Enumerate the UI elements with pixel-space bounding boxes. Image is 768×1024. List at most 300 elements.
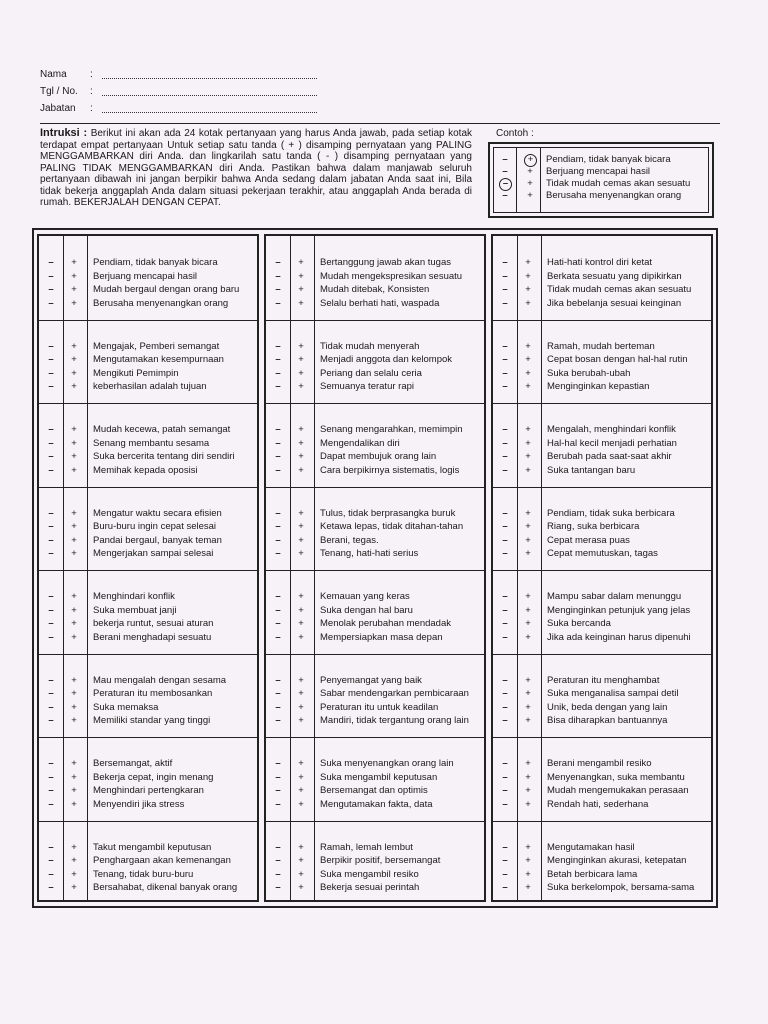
statement-row — [39, 520, 257, 533]
minus-option[interactable]: – — [48, 534, 54, 546]
minus-option[interactable]: – — [502, 521, 508, 532]
plus-option[interactable]: + — [298, 548, 304, 559]
minus-option[interactable]: – — [502, 674, 508, 686]
statement-text: Ramah, lemah lembut — [320, 841, 413, 853]
plus-option[interactable]: + — [298, 591, 304, 602]
plus-option[interactable]: + — [298, 882, 304, 893]
plus-option[interactable]: + — [525, 451, 531, 462]
minus-option[interactable]: – — [502, 868, 508, 880]
plus-option[interactable]: + — [71, 451, 77, 462]
plus-option[interactable]: + — [525, 882, 531, 893]
plus-option[interactable]: + — [71, 284, 77, 295]
statement-text: Pendiam, tidak suka berbicara — [547, 507, 675, 519]
minus-option[interactable]: – — [502, 257, 508, 268]
plus-mark-circled: + — [525, 154, 535, 167]
minus-option[interactable]: – — [275, 618, 281, 629]
statement-text: Berjuang mencapai hasil — [93, 270, 198, 282]
plus-option[interactable]: + — [525, 297, 531, 309]
statement-row — [266, 450, 484, 463]
minus-option[interactable]: – — [275, 521, 281, 532]
statement-text: Mengikuti Pemimpin — [93, 367, 179, 379]
plus-option[interactable]: + — [298, 841, 304, 853]
minus-option[interactable]: – — [48, 507, 54, 519]
minus-option[interactable]: – — [502, 464, 508, 476]
minus-option[interactable]: – — [502, 701, 508, 713]
plus-option[interactable]: + — [71, 631, 77, 643]
minus-option[interactable]: – — [48, 771, 54, 783]
plus-option[interactable]: + — [71, 841, 77, 853]
minus-option[interactable]: – — [275, 424, 281, 435]
statement-row — [39, 423, 257, 436]
plus-option[interactable]: + — [298, 785, 304, 796]
minus-option[interactable]: – — [275, 297, 281, 309]
minus-option[interactable]: – — [48, 591, 54, 602]
minus-option[interactable]: – — [48, 758, 54, 769]
plus-option[interactable]: + — [71, 618, 77, 629]
statement-row — [39, 590, 257, 603]
statement-row — [266, 380, 484, 393]
statement-row — [493, 617, 711, 630]
statement-row — [493, 590, 711, 603]
minus-option[interactable]: – — [502, 354, 508, 365]
statement-text: Cepat bosan dengan hal-hal rutin — [547, 354, 688, 365]
plus-option[interactable]: + — [298, 771, 304, 783]
minus-option[interactable]: – — [48, 424, 54, 435]
plus-option[interactable]: + — [298, 354, 304, 365]
statement-row — [39, 340, 257, 353]
plus-option[interactable]: + — [525, 604, 531, 616]
minus-option[interactable]: – — [275, 758, 281, 769]
minus-option[interactable]: – — [502, 618, 508, 629]
plus-option[interactable]: + — [71, 534, 77, 546]
statement-row — [39, 757, 257, 770]
plus-option[interactable]: + — [525, 424, 531, 435]
plus-option[interactable]: + — [525, 521, 531, 532]
statement-text: Mengendalikan diri — [320, 437, 400, 449]
plus-option[interactable]: + — [71, 381, 77, 392]
statement-text: Suka bercerita tentang diri sendiri — [93, 451, 235, 462]
minus-option[interactable]: – — [502, 548, 508, 559]
minus-option[interactable]: – — [502, 507, 508, 519]
minus-option[interactable]: – — [275, 451, 281, 462]
minus-option[interactable]: – — [48, 688, 54, 699]
plus-option[interactable]: + — [525, 354, 531, 365]
plus-option[interactable]: + — [71, 297, 77, 309]
statement-row — [266, 353, 484, 366]
question-block — [39, 570, 257, 654]
question-column — [37, 234, 259, 902]
plus-option[interactable]: + — [525, 507, 531, 519]
minus-option[interactable]: – — [48, 631, 54, 643]
plus-option[interactable]: + — [71, 701, 77, 713]
plus-option[interactable]: + — [298, 340, 304, 352]
statement-row — [266, 464, 484, 477]
minus-option[interactable]: – — [275, 841, 281, 853]
plus-option[interactable]: + — [525, 340, 531, 352]
minus-option[interactable]: – — [502, 771, 508, 783]
statement-text: Suka berubah-ubah — [547, 367, 631, 379]
plus-option[interactable]: + — [525, 798, 531, 810]
plus-option[interactable]: + — [525, 464, 531, 476]
statement-text: Menolak perubahan mendadak — [320, 618, 451, 629]
minus-option[interactable]: – — [275, 381, 281, 392]
minus-option[interactable]: – — [502, 451, 508, 462]
plus-option[interactable]: + — [71, 270, 77, 282]
plus-option[interactable]: + — [525, 257, 531, 268]
statement-row — [493, 784, 711, 797]
position-field[interactable] — [102, 104, 317, 113]
statement-row — [39, 437, 257, 450]
plus-option[interactable]: + — [298, 381, 304, 392]
plus-option[interactable]: + — [525, 548, 531, 559]
plus-option[interactable]: + — [71, 674, 77, 686]
minus-option[interactable]: – — [502, 785, 508, 796]
plus-option[interactable]: + — [525, 284, 531, 295]
plus-option[interactable]: + — [71, 758, 77, 769]
plus-option[interactable]: + — [298, 424, 304, 435]
plus-option[interactable]: + — [525, 591, 531, 602]
plus-option[interactable]: + — [71, 548, 77, 559]
plus-option[interactable]: + — [71, 604, 77, 616]
minus-option[interactable]: – — [275, 715, 281, 726]
minus-option[interactable]: – — [48, 367, 54, 379]
minus-option[interactable]: – — [48, 841, 54, 853]
statement-row — [266, 534, 484, 547]
minus-option[interactable]: – — [502, 284, 508, 295]
minus-option[interactable]: – — [48, 451, 54, 462]
plus-option[interactable]: + — [71, 591, 77, 602]
plus-option[interactable]: + — [298, 257, 304, 268]
minus-option[interactable]: – — [48, 701, 54, 713]
statement-row — [266, 771, 484, 784]
plus-option[interactable]: + — [298, 270, 304, 282]
plus-option[interactable]: + — [71, 507, 77, 519]
question-block — [493, 403, 711, 487]
plus-option[interactable]: + — [525, 771, 531, 783]
minus-option[interactable]: – — [275, 882, 281, 893]
question-block — [493, 570, 711, 654]
plus-option[interactable]: + — [525, 381, 531, 392]
question-block — [493, 487, 711, 571]
plus-option[interactable]: + — [525, 534, 531, 546]
plus-option[interactable]: + — [71, 354, 77, 365]
statement-row — [266, 283, 484, 296]
statement-row — [493, 604, 711, 617]
statement-text: Cepat memutuskan, tagas — [547, 548, 658, 559]
statement-text: bekerja runtut, sesuai aturan — [93, 618, 214, 629]
minus-option[interactable]: – — [275, 464, 281, 476]
minus-option[interactable]: – — [275, 437, 281, 449]
question-block — [493, 320, 711, 404]
statement-text: Mudah bergaul dengan orang baru — [93, 284, 240, 295]
plus-option[interactable]: + — [71, 868, 77, 880]
plus-option[interactable]: + — [525, 688, 531, 699]
minus-option[interactable]: – — [502, 297, 508, 309]
plus-option[interactable]: + — [71, 424, 77, 435]
minus-option[interactable]: – — [48, 548, 54, 559]
plus-option[interactable]: + — [298, 701, 304, 713]
plus-option[interactable]: + — [298, 367, 304, 379]
statement-row — [266, 841, 484, 854]
minus-option[interactable]: – — [275, 604, 281, 616]
statement-row — [493, 464, 711, 477]
minus-option[interactable]: – — [275, 855, 281, 866]
minus-option[interactable]: – — [48, 284, 54, 295]
statement-text: Sabar mendengarkan pembicaraan — [320, 688, 469, 699]
minus-option[interactable]: – — [48, 340, 54, 352]
question-block — [493, 737, 711, 821]
question-block — [266, 403, 484, 487]
minus-option[interactable]: – — [48, 521, 54, 532]
minus-mark: – — [502, 166, 508, 177]
minus-option[interactable]: – — [275, 270, 281, 282]
minus-option[interactable]: – — [275, 354, 281, 365]
statement-text: Mudah mengemukakan perasaan — [547, 785, 689, 796]
minus-option[interactable]: – — [502, 534, 508, 546]
minus-option[interactable]: – — [275, 701, 281, 713]
minus-option[interactable]: – — [48, 715, 54, 726]
plus-option[interactable]: + — [298, 284, 304, 295]
plus-option[interactable]: + — [298, 715, 304, 726]
statement-row — [266, 868, 484, 881]
minus-option[interactable]: – — [275, 534, 281, 546]
statement-row — [39, 617, 257, 630]
minus-option[interactable]: – — [48, 882, 54, 893]
statement-text: keberhasilan adalah tujuan — [93, 381, 207, 392]
minus-option[interactable]: – — [48, 381, 54, 392]
plus-option[interactable]: + — [71, 437, 77, 449]
statement-row — [266, 757, 484, 770]
statement-text: Suka membuat janji — [93, 604, 177, 616]
minus-option[interactable]: – — [48, 868, 54, 880]
minus-option[interactable]: – — [48, 270, 54, 282]
statement-text: Bisa diharapkan bantuannya — [547, 715, 668, 726]
statement-row — [266, 297, 484, 310]
plus-option[interactable]: + — [298, 631, 304, 643]
minus-option[interactable]: – — [48, 297, 54, 309]
minus-option[interactable]: – — [502, 270, 508, 282]
plus-option[interactable]: + — [525, 701, 531, 713]
statement-text: Mampu sabar dalam menunggu — [547, 591, 682, 602]
minus-option[interactable]: – — [275, 674, 281, 686]
minus-option[interactable]: – — [275, 591, 281, 602]
plus-option[interactable]: + — [71, 855, 77, 866]
plus-option[interactable]: + — [71, 798, 77, 810]
plus-option[interactable]: + — [298, 534, 304, 546]
plus-option[interactable]: + — [71, 688, 77, 699]
statement-text: Bertanggung jawab akan tugas — [320, 257, 451, 268]
question-block — [39, 403, 257, 487]
question-block — [39, 821, 257, 905]
plus-option[interactable]: + — [525, 715, 531, 726]
statement-text: Cara berpikirnya sistematis, logis — [320, 464, 460, 476]
plus-option[interactable]: + — [298, 674, 304, 686]
question-block — [39, 737, 257, 821]
minus-option[interactable]: – — [275, 257, 281, 268]
statement-row — [39, 701, 257, 714]
minus-option[interactable]: – — [48, 354, 54, 365]
question-block — [266, 487, 484, 571]
minus-option[interactable]: – — [48, 785, 54, 796]
plus-option[interactable]: + — [298, 688, 304, 699]
plus-option[interactable]: + — [298, 437, 304, 449]
statement-row — [39, 380, 257, 393]
plus-option[interactable]: + — [71, 340, 77, 352]
statement-row — [39, 841, 257, 854]
date-label: Tgl / No. — [40, 86, 78, 97]
plus-option[interactable]: + — [298, 618, 304, 629]
minus-option[interactable]: – — [502, 381, 508, 392]
plus-option[interactable]: + — [525, 631, 531, 643]
plus-option[interactable]: + — [525, 618, 531, 629]
example-row — [494, 166, 708, 178]
statement-text: Pandai bergaul, banyak teman — [93, 534, 222, 546]
statement-text: Takut mengambil keputusan — [93, 841, 212, 853]
statement-text: Peraturan itu membosankan — [93, 688, 213, 699]
plus-option[interactable]: + — [298, 604, 304, 616]
statement-text: Menyenangkan, suka membantu — [547, 771, 685, 783]
plus-option[interactable]: + — [298, 798, 304, 810]
minus-option[interactable]: – — [48, 855, 54, 866]
minus-option[interactable]: – — [48, 464, 54, 476]
minus-option[interactable]: – — [502, 437, 508, 449]
minus-option[interactable]: – — [502, 882, 508, 893]
plus-option[interactable]: + — [525, 758, 531, 769]
statement-row — [493, 841, 711, 854]
statement-text: Berani menghadapi sesuatu — [93, 631, 212, 643]
minus-option[interactable]: – — [502, 591, 508, 602]
plus-option[interactable]: + — [298, 451, 304, 462]
statement-text: Mudah mengekspresikan sesuatu — [320, 270, 463, 282]
plus-option[interactable]: + — [298, 521, 304, 532]
plus-option[interactable]: + — [525, 855, 531, 866]
question-column — [264, 234, 486, 902]
minus-option[interactable]: – — [48, 257, 54, 268]
minus-option[interactable]: – — [275, 507, 281, 519]
example-statement: Tidak mudah cemas akan sesuatu — [546, 178, 691, 189]
statement-text: Menginginkan kepastian — [547, 381, 650, 392]
minus-option[interactable]: – — [502, 604, 508, 616]
plus-option[interactable]: + — [71, 521, 77, 532]
minus-option[interactable]: – — [48, 674, 54, 686]
minus-option[interactable]: – — [48, 798, 54, 810]
statement-text: Rendah hati, sederhana — [547, 798, 649, 810]
plus-option[interactable]: + — [298, 758, 304, 769]
statement-row — [39, 854, 257, 867]
statement-row — [39, 270, 257, 283]
question-block — [39, 654, 257, 738]
plus-option[interactable]: + — [71, 771, 77, 783]
minus-option[interactable]: – — [275, 785, 281, 796]
plus-option[interactable]: + — [525, 367, 531, 379]
statement-text: Mempersiapkan masa depan — [320, 631, 443, 643]
minus-option[interactable]: – — [275, 798, 281, 810]
statement-row — [266, 520, 484, 533]
minus-option[interactable]: – — [502, 340, 508, 352]
minus-option[interactable]: – — [275, 340, 281, 352]
minus-option[interactable]: – — [502, 424, 508, 435]
statement-text: Mudah kecewa, patah semangat — [93, 424, 231, 435]
statement-text: Suka mengambil keputusan — [320, 771, 438, 783]
plus-option[interactable]: + — [71, 882, 77, 893]
statement-text: Tidak mudah menyerah — [320, 340, 420, 352]
statement-row — [39, 256, 257, 269]
statement-row — [493, 757, 711, 770]
statement-text: Mengutamakan kesempurnaan — [93, 354, 224, 365]
plus-option[interactable]: + — [525, 270, 531, 282]
plus-option[interactable]: + — [298, 464, 304, 476]
minus-option[interactable]: – — [502, 798, 508, 810]
plus-option[interactable]: + — [298, 868, 304, 880]
statement-text: Ramah, mudah berteman — [547, 340, 655, 352]
plus-option[interactable]: + — [525, 785, 531, 796]
plus-option[interactable]: + — [298, 297, 304, 309]
minus-option[interactable]: – — [502, 631, 508, 643]
statement-text: Semuanya teratur rapi — [320, 381, 414, 392]
statement-text: Jika ada keinginan harus dipenuhi — [547, 631, 691, 643]
minus-option[interactable]: – — [275, 771, 281, 783]
name-field[interactable] — [102, 70, 317, 79]
statement-text: Betah berbicara lama — [547, 868, 638, 880]
minus-option[interactable]: – — [275, 868, 281, 880]
question-block — [493, 654, 711, 738]
date-colon: : — [90, 86, 93, 97]
statement-row — [493, 450, 711, 463]
statement-row — [39, 297, 257, 310]
minus-option[interactable]: – — [502, 758, 508, 769]
minus-option[interactable]: – — [275, 631, 281, 643]
plus-option[interactable]: + — [71, 715, 77, 726]
statement-row — [266, 784, 484, 797]
minus-option[interactable]: – — [275, 548, 281, 559]
position-row — [40, 100, 317, 117]
minus-mark: – — [502, 190, 508, 201]
plus-option[interactable]: + — [298, 507, 304, 519]
statement-row — [266, 674, 484, 687]
minus-option[interactable]: – — [502, 715, 508, 726]
plus-option[interactable]: + — [525, 868, 531, 880]
statement-text: Tulus, tidak berprasangka buruk — [320, 507, 456, 519]
minus-option[interactable]: – — [48, 604, 54, 616]
statement-row — [39, 631, 257, 644]
instructions-body: Berikut ini akan ada 24 kotak pertanyaan yang harus Anda jawab, pada setiap kotak terdapat empat pertanyaan Untuk setiap satu tanda ( + ) disamping pernyataan yang PALING MENGGAMBARKAN diri Anda. dan lingkarilah satu tanda ( - ) disamping pernyataan yang PALING TIDAK MENGGAMBARKAN diri Anda. Pastikan bahwa dalam manjawab seluruh pertanyaan dibawah ini jangan berpikir bahwa Anda sedang dalam jabatan Anda saat ini, Bila tidak bekerja anggaplah Anda dalam situasi pekerjaan terakhir, atau anggaplah Anda berada di rumah. BEKERJALAH DENGAN CEPAT. — [40, 128, 473, 208]
minus-option[interactable]: – — [502, 367, 508, 379]
plus-option[interactable]: + — [525, 674, 531, 686]
minus-option[interactable]: – — [502, 841, 508, 853]
minus-option[interactable]: – — [502, 855, 508, 866]
plus-option[interactable]: + — [525, 841, 531, 853]
minus-option[interactable]: – — [502, 688, 508, 699]
statement-text: Menyendiri jika stress — [93, 798, 185, 810]
minus-option[interactable]: – — [275, 284, 281, 295]
minus-option[interactable]: – — [48, 618, 54, 629]
date-field[interactable] — [102, 87, 317, 96]
statement-row — [266, 507, 484, 520]
plus-option[interactable]: + — [298, 855, 304, 866]
plus-option[interactable]: + — [525, 437, 531, 449]
plus-option[interactable]: + — [71, 257, 77, 268]
minus-option[interactable]: – — [48, 437, 54, 449]
minus-option[interactable]: – — [275, 367, 281, 379]
statement-row — [493, 798, 711, 811]
plus-option[interactable]: + — [71, 464, 77, 476]
minus-option[interactable]: – — [275, 688, 281, 699]
plus-option[interactable]: + — [71, 785, 77, 796]
statement-text: Suka bercanda — [547, 618, 611, 629]
plus-option[interactable]: + — [71, 367, 77, 379]
statement-row — [39, 604, 257, 617]
statement-text: Riang, suka berbicara — [547, 521, 640, 532]
